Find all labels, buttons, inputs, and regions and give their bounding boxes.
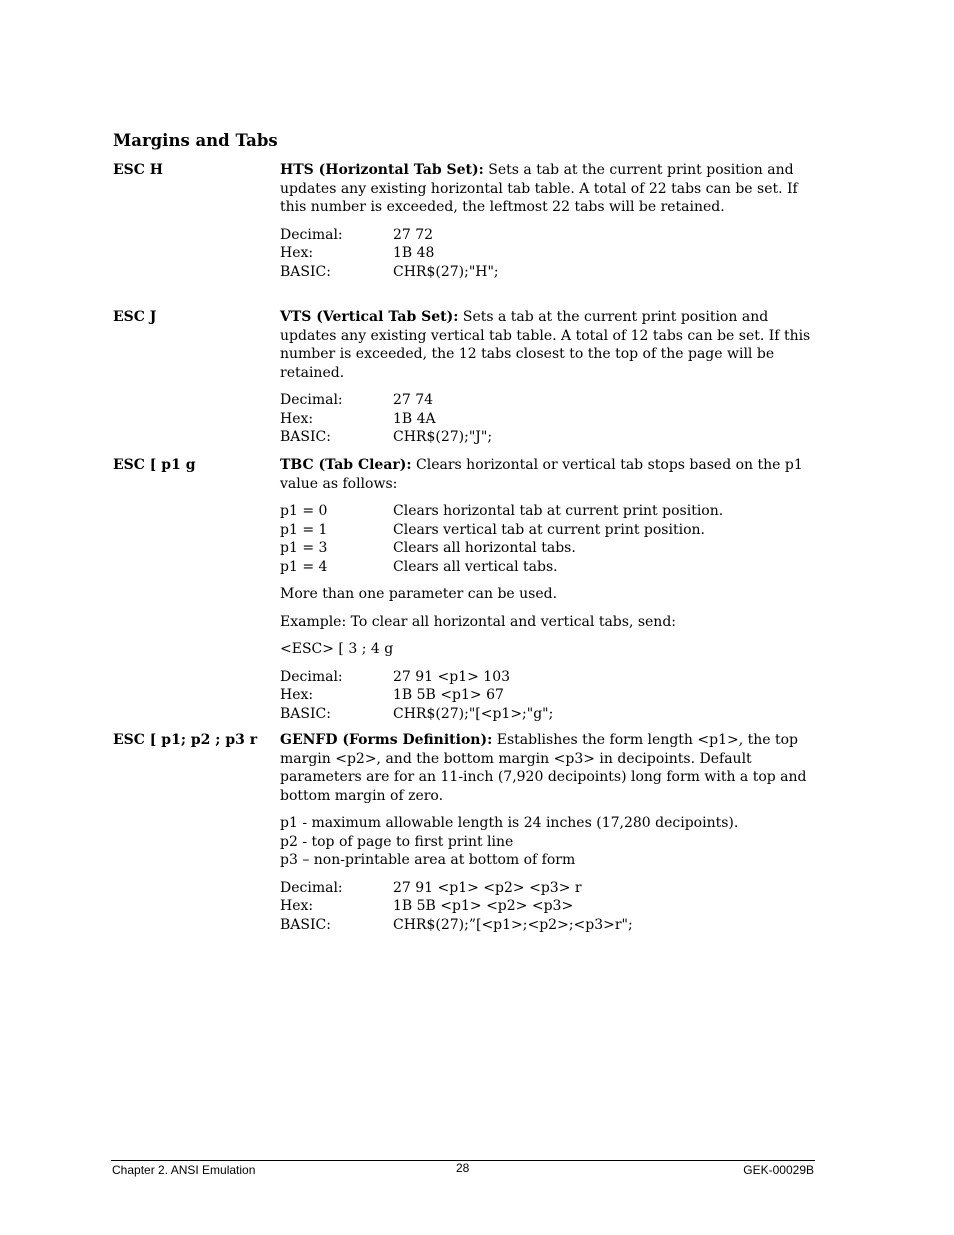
code-value: 27 91 <p1> 103 bbox=[393, 668, 511, 685]
command-body bbox=[280, 731, 825, 943]
code-label: Hex: bbox=[280, 898, 314, 914]
param-value: Clears horizontal tab at current print position. bbox=[393, 503, 724, 519]
code-label: Decimal: bbox=[280, 226, 343, 243]
command-name: ESC [ p1 g bbox=[113, 457, 196, 473]
command-term: VTS (Vertical Tab Set): bbox=[280, 309, 459, 325]
command-term: TBC (Tab Clear): bbox=[280, 457, 412, 473]
code-row bbox=[280, 244, 825, 263]
code-row bbox=[280, 226, 825, 245]
code-row bbox=[280, 705, 825, 724]
code-label: BASIC: bbox=[280, 429, 331, 445]
command-body bbox=[280, 161, 825, 290]
param-note: p1 - maximum allowable length is 24 inches (17,280 decipoints). bbox=[280, 815, 739, 831]
param-value: Clears all horizontal tabs. bbox=[393, 540, 576, 556]
command-body bbox=[280, 308, 825, 456]
command-desc-text: Sets a tab at the current print position and updates any existing horizontal tab table. A total of 22 tabs can be set. If this number is exceeded, the leftmost 22 tabs will be retained. bbox=[280, 162, 798, 215]
param-notes bbox=[280, 814, 825, 870]
code-value: 27 91 <p1> <p2> <p3> r bbox=[393, 879, 582, 896]
code-row bbox=[280, 897, 825, 916]
code-label: BASIC: bbox=[280, 263, 331, 280]
code-label: BASIC: bbox=[280, 916, 331, 933]
command-description bbox=[280, 161, 825, 217]
param-value: Clears all vertical tabs. bbox=[393, 558, 558, 575]
code-label: Hex: bbox=[280, 687, 314, 703]
code-row bbox=[280, 428, 825, 447]
code-row bbox=[280, 916, 825, 935]
command-desc-text: Sets a tab at the current print position and updates any existing vertical tab table. A total of 12 tabs can be set. If this number is exceeded, the 12 tabs closest to the top of the page will be retained. bbox=[280, 309, 811, 381]
code-label: Decimal: bbox=[280, 392, 343, 408]
code-row bbox=[280, 263, 825, 282]
code-value: 1B 4A bbox=[393, 410, 436, 427]
param-table bbox=[280, 502, 825, 576]
command-description bbox=[280, 731, 825, 805]
command-description bbox=[280, 456, 825, 493]
code-label: Hex: bbox=[280, 410, 314, 427]
param-label: p1 = 1 bbox=[280, 521, 328, 538]
code-row bbox=[280, 668, 825, 687]
code-row bbox=[280, 410, 825, 429]
page-number: 28 bbox=[456, 1161, 470, 1175]
code-row bbox=[280, 391, 825, 410]
param-label: p1 = 4 bbox=[280, 558, 328, 575]
param-note: p2 - top of page to first print line bbox=[280, 833, 514, 850]
code-label: Decimal: bbox=[280, 879, 343, 896]
command-description bbox=[280, 308, 825, 382]
param-row bbox=[280, 539, 825, 558]
footer-chapter: Chapter 2. ANSI Emulation bbox=[112, 1163, 256, 1177]
code-label: Decimal: bbox=[280, 668, 343, 685]
param-row bbox=[280, 502, 825, 521]
command-term: HTS (Horizontal Tab Set): bbox=[280, 162, 484, 178]
command-term: GENFD (Forms Definition): bbox=[280, 732, 493, 748]
note-text: More than one parameter can be used. bbox=[280, 586, 558, 602]
param-row bbox=[280, 558, 825, 577]
param-value: Clears vertical tab at current print position. bbox=[393, 521, 705, 538]
command-body bbox=[280, 456, 825, 732]
param-label: p1 = 3 bbox=[280, 540, 328, 556]
command-name: ESC H bbox=[113, 162, 164, 178]
code-value: CHR$(27);”[<p1>;<p2>;<p3>r"; bbox=[393, 916, 633, 933]
code-value: CHR$(27);"H"; bbox=[393, 263, 499, 280]
code-value: 1B 5B <p1> 67 bbox=[393, 687, 504, 703]
section-title: Margins and Tabs bbox=[113, 131, 278, 150]
code-value: CHR$(27);"J"; bbox=[393, 429, 493, 445]
command-name: ESC J bbox=[113, 309, 157, 325]
note-text: Example: To clear all horizontal and vertical tabs, send: bbox=[280, 613, 677, 630]
code-table bbox=[280, 226, 825, 282]
code-value: 1B 48 bbox=[393, 245, 435, 261]
param-label: p1 = 0 bbox=[280, 503, 328, 519]
code-label: Hex: bbox=[280, 245, 314, 261]
code-table bbox=[280, 668, 825, 724]
command-name: ESC [ p1; p2 ; p3 r bbox=[113, 732, 258, 748]
code-row bbox=[280, 686, 825, 705]
code-table bbox=[280, 879, 825, 935]
code-row bbox=[280, 879, 825, 898]
code-value: 1B 5B <p1> <p2> <p3> bbox=[393, 898, 574, 914]
param-row bbox=[280, 521, 825, 540]
command-desc-text: Clears horizontal or vertical tab stops based on the p1 value as follows: bbox=[280, 457, 803, 492]
code-value: CHR$(27);"[<p1>;"g"; bbox=[393, 705, 554, 722]
example-sequence: <ESC> [ 3 ; 4 g bbox=[280, 641, 394, 657]
code-table bbox=[280, 391, 825, 447]
document-number: GEK-00029B bbox=[743, 1163, 814, 1177]
code-value: 27 72 bbox=[393, 226, 434, 243]
code-value: 27 74 bbox=[393, 392, 434, 408]
param-note: p3 – non-printable area at bottom of form bbox=[280, 852, 576, 868]
command-desc-text: Establishes the form length <p1>, the top margin <p2>, and the bottom margin <p3> in decipoints. Default parameters are for an 11-inch (7,920 decipoints) long form with a top and bottom margin of zero. bbox=[280, 732, 807, 804]
code-label: BASIC: bbox=[280, 705, 331, 722]
